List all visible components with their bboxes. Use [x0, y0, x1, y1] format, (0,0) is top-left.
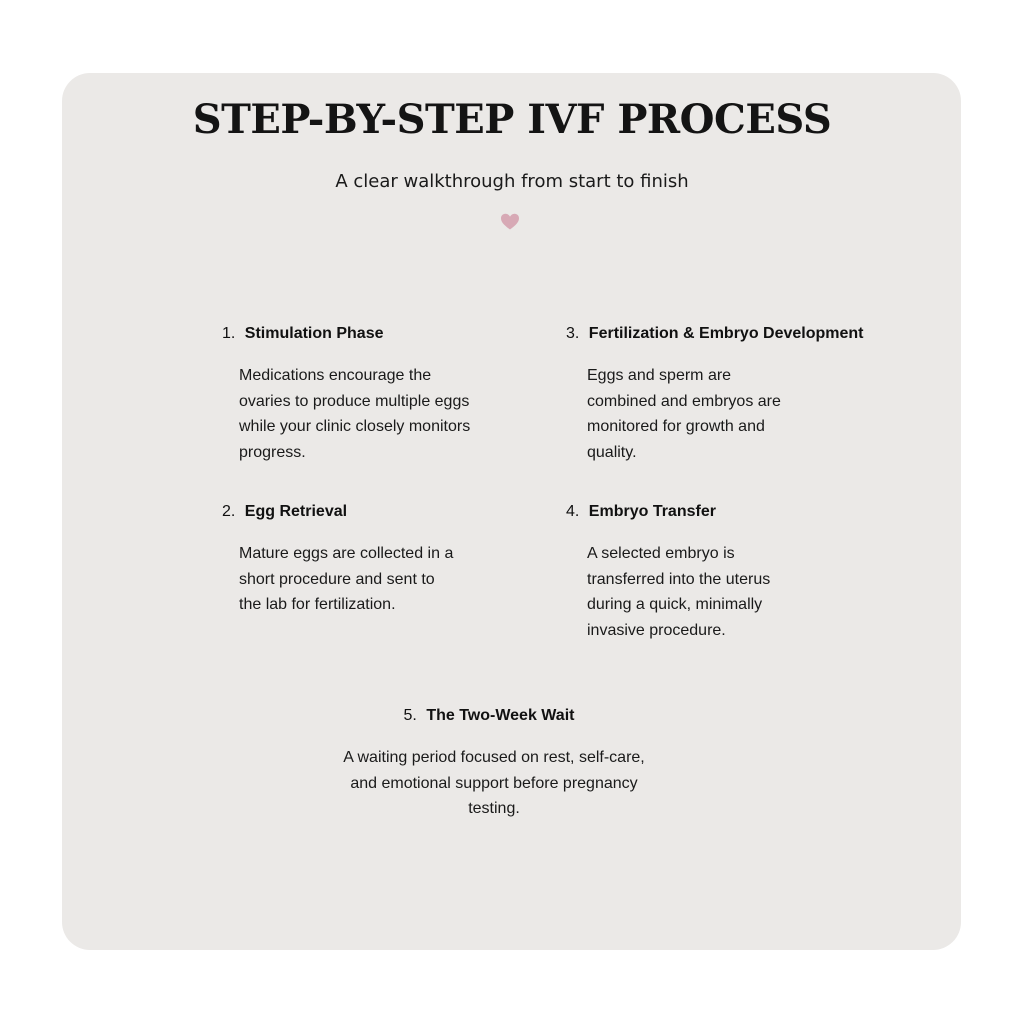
step-1-heading [222, 324, 384, 344]
step-5-heading [0, 706, 978, 726]
step-2-title: Egg Retrieval [244, 503, 348, 520]
step-4-title: Embryo Transfer [588, 503, 716, 520]
step-5-number: 5. [403, 707, 417, 724]
step-4-heading [566, 502, 716, 522]
step-2-number: 2. [222, 503, 236, 520]
step-1-description: Medications encourage the ovaries to produce multiple eggs while your clinic closely monitors progress. [239, 367, 471, 462]
step-4-description: A selected embryo is transferred into the uterus during a quick, minimally invasive procedure. [587, 545, 771, 640]
step-2-description: Mature eggs are collected in a short procedure and sent to the lab for fertilization. [239, 545, 454, 614]
step-1-title: Stimulation Phase [244, 325, 384, 342]
step-5-title: The Two-Week Wait [426, 707, 575, 724]
step-3-title: Fertilization & Embryo Development [588, 325, 864, 342]
step-4-number: 4. [566, 503, 580, 520]
step-5-description: A waiting period focused on rest, self-care, and emotional support before pregnancy testing. [343, 749, 645, 818]
step-3-description: Eggs and sperm are combined and embryos are monitored for growth and quality. [587, 367, 781, 462]
step-3-number: 3. [566, 325, 580, 342]
step-1-number: 1. [222, 325, 236, 342]
page-subtitle: A clear walkthrough from start to finish [335, 171, 689, 192]
step-3-heading [566, 324, 864, 344]
step-2-heading [222, 502, 347, 522]
heart-icon [500, 212, 520, 232]
page-title: STEP-BY-STEP IVF PROCESS [192, 96, 832, 143]
